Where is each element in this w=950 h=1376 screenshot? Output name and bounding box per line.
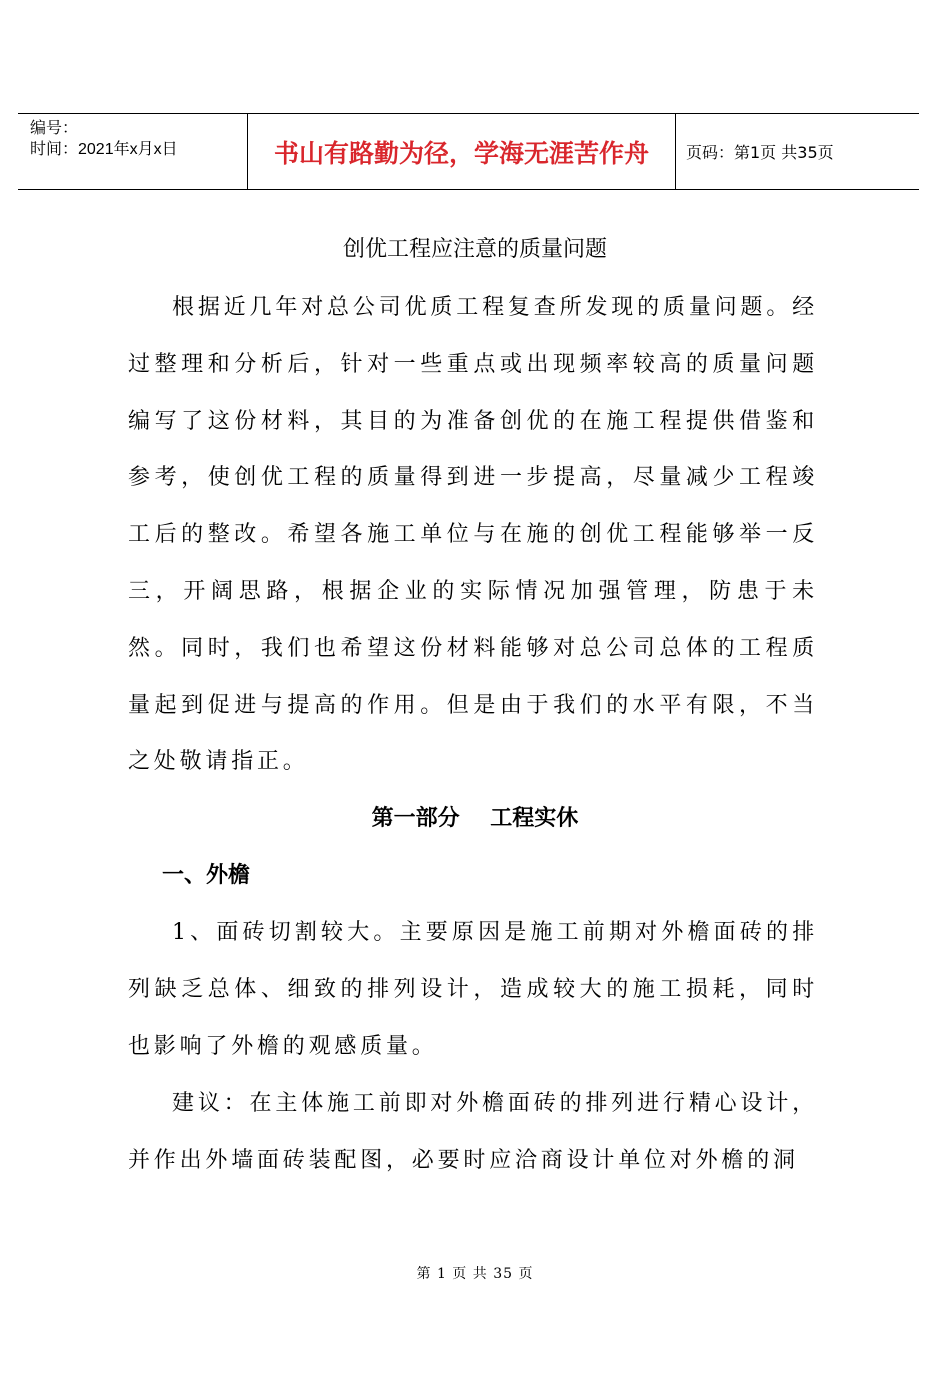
advice-paragraph: 建议：在主体施工前即对外檐面砖的排列进行精心设计，并作出外墙面砖装配图，必要时应洽商设计单位对外檐的洞 xyxy=(128,1091,818,1173)
time-label: 时间：2021年x月x日 xyxy=(30,141,178,158)
section-heading: 第一部分 工程实休 xyxy=(371,806,579,831)
intro-paragraph: 根据近几年对总公司优质工程复查所发现的质量问题。经过整理和分析后，针对一些重点或出现频率较高的质量问题编写了这份材料，其目的为准备创优的在施工程提供借鉴和参考，使创优工程的质量得到进一步提高，尽量减少工程竣工后的整改。希望各施工单位与在施的创优工程能够举一反三，开阔思路，根据企业的实际情况加强管理，防患于未然。同时，我们也希望这份材料能够对总公司总体的工程质量起到促进与提高的作用。但是由于我们的水平有限，不当之处敬请指正。 xyxy=(128,295,818,775)
header-table xyxy=(18,113,919,190)
header-meta-cell xyxy=(18,114,248,189)
number-label: 编号： xyxy=(30,120,79,137)
document-title: 创优工程应注意的质量问题 xyxy=(342,237,607,262)
sub-heading: 一、外檐 xyxy=(162,863,251,888)
motto: 书山有路勤为径，学海无涯苦作舟 xyxy=(273,138,649,168)
page-label: 页码：第1页 共35页 xyxy=(686,143,834,162)
header-motto-cell xyxy=(248,114,676,189)
page-footer: 第 1 页 共 35 页 xyxy=(416,1266,534,1282)
header-page-cell xyxy=(676,114,919,189)
item-paragraph: 1、面砖切割较大。主要原因是施工前期对外檐面砖的排列缺乏总体、细致的排列设计，造成较大的施工损耗，同时也影响了外檐的观感质量。 xyxy=(128,920,818,1059)
